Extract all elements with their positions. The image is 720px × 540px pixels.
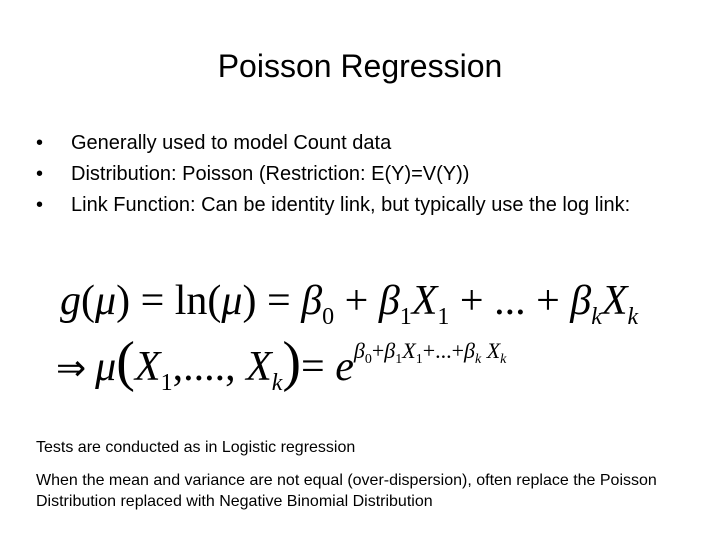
tests-note: Tests are conducted as in Logistic regression [36, 439, 356, 456]
bullet-item [36, 159, 676, 190]
bullet-item [36, 190, 676, 221]
bullet-text: Link Function: Can be identity link, but typically use the log link: [71, 194, 631, 216]
bullet-text: Generally used to model Count data [71, 132, 392, 154]
bullet-symbol: • [36, 132, 44, 154]
overdispersion-note: When the mean and variance are not equal (over-dispersion), often replace the Poisson Distribution replaced with Negative Binomial Distribution [36, 472, 657, 510]
formula-svg [56, 268, 676, 398]
slide-title: Poisson Regression [217, 48, 503, 84]
link-function-formula [56, 268, 676, 398]
bullet-text: Distribution: Poisson (Restriction: E(Y)=V(Y)) [71, 163, 470, 185]
bullet-item [36, 128, 676, 159]
formula-line-2: ⇒ $\mu(X_1$,...., $X_k)= e^\beta 0+\beta 1X1+...+\beta k$ Xk [56, 331, 507, 396]
bullet-list [36, 128, 676, 221]
bullet-symbol: • [36, 163, 44, 185]
bullet-symbol: • [36, 194, 44, 216]
formula-line-1: $g(\mu) = \ln(\mu) = \beta_0 + \beta_1X_1$ + ... + $\beta_kX_k$ [60, 278, 639, 330]
